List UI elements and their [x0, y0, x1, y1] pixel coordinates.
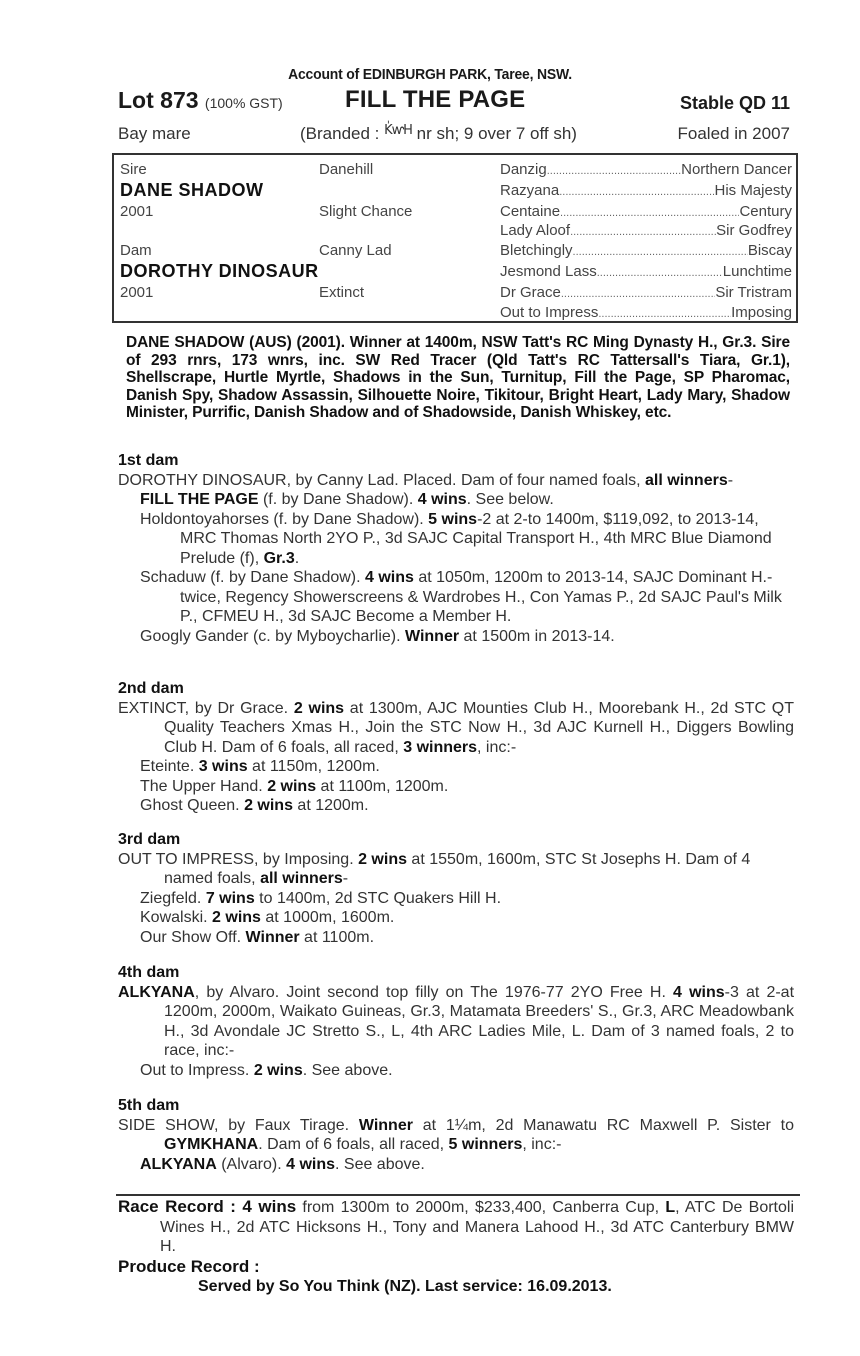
- sire-name: DANE SHADOW: [120, 180, 264, 200]
- gp-left: Lady Aloof: [500, 222, 571, 239]
- produce-record-label: [118, 1257, 794, 1278]
- dam-description: [118, 983, 794, 1061]
- wins: 4 wins: [417, 491, 467, 508]
- wins: 2 wins: [293, 699, 345, 717]
- sire-dam: Slight Chance: [319, 203, 413, 220]
- pedigree-table: [112, 153, 798, 323]
- gp-right: Lunchtime: [722, 263, 792, 280]
- text: , inc:-: [522, 1136, 562, 1153]
- leader-dots: [561, 284, 715, 301]
- section-heading: 4th dam: [118, 964, 180, 981]
- dam-description: [118, 471, 794, 491]
- text: .: [294, 549, 300, 567]
- sister-name: GYMKHANA: [164, 1136, 259, 1153]
- text: , by Alvaro. Joint second top filly on The 1976-77 2YO Free H.: [194, 983, 674, 1001]
- gp-right: His Majesty: [714, 182, 792, 199]
- gp-left: Out to Impress: [500, 304, 599, 321]
- wins: 4 wins: [673, 983, 725, 1001]
- offspring-entry: [118, 908, 794, 928]
- dam-name: DOROTHY DINOSAUR: [120, 261, 319, 281]
- stable-location: Stable QD 11: [679, 93, 790, 113]
- wins: 2 wins: [253, 1061, 303, 1079]
- horse-name: FILL THE PAGE: [345, 86, 526, 113]
- first-dam-section: [118, 451, 794, 646]
- text: . Dam of 6 foals, all raced,: [258, 1136, 449, 1153]
- offspring-name: ALKYANA: [140, 1155, 217, 1173]
- lot-number: [118, 87, 283, 114]
- brand-mark-icon: K̍ⱳH: [384, 123, 412, 138]
- listed-badge: L: [665, 1199, 676, 1216]
- gst-note: (100% GST): [204, 95, 283, 111]
- gp-left: Centaine: [500, 203, 561, 220]
- dam-description: [118, 1116, 794, 1155]
- text: DOROTHY DINOSAUR, by Canny Lad. Placed. Dam of four named foals,: [118, 471, 646, 489]
- dam-year: 2001: [120, 284, 154, 301]
- gp-left: Dr Grace: [500, 284, 561, 301]
- gp-right: Northern Dancer: [681, 161, 792, 178]
- text: (c. by Myboycharlie).: [248, 627, 405, 645]
- text: at 1000m, 1600m.: [260, 909, 395, 926]
- offspring-name: The Upper Hand.: [140, 777, 268, 795]
- offspring-entry: [118, 928, 794, 948]
- brand-description: [300, 124, 577, 144]
- grandparent-row: [500, 222, 792, 239]
- sire-label: Sire: [120, 161, 147, 178]
- wins: 2 wins: [244, 797, 293, 814]
- text: -3 at 2-at 1200m, 2000m, Waikato Guineas, Gr.3, Matamata Breeders' S., Gr.3, ARC Meadowbank H., 3d Avondale JC Stretto S., L, 4th ARC Ladies Mile, L. Dam of 3 named foals, 2 to race, inc:-: [164, 983, 795, 1059]
- text: at 1¼m, 2d Manawatu RC Maxwell P. Sister to: [412, 1116, 794, 1134]
- race-record-label: Race Record : 4 wins: [118, 1197, 297, 1216]
- dam-sire: Canny Lad: [319, 242, 392, 259]
- second-dam-section: [118, 679, 794, 816]
- leader-dots: [560, 203, 739, 220]
- wins: 2 wins: [212, 909, 261, 926]
- text: SIDE SHOW, by Faux Tirage.: [118, 1116, 359, 1134]
- service-info: Served by So You Think (NZ). Last service: 16.09.2013.: [198, 1278, 612, 1295]
- text: , ATC De Bortoli Wines H., 2d ATC Hicksons H., Tony and Manera Lahood H., 3d ATC Canterbury BMW H.: [160, 1199, 795, 1255]
- wins: Winner: [358, 1116, 413, 1134]
- gp-right: Sir Tristram: [715, 284, 792, 301]
- lot-label: Lot 873: [118, 87, 199, 113]
- dam-name: ALKYANA: [118, 983, 195, 1001]
- section-heading: 3rd dam: [118, 831, 181, 848]
- produce-label: Produce Record :: [118, 1256, 260, 1276]
- text: from 1300m to 2000m, $233,400, Canberra Cup,: [296, 1199, 666, 1216]
- section-heading: 2nd dam: [118, 680, 184, 697]
- dam-label: Dam: [120, 242, 152, 259]
- offspring-name: FILL THE PAGE: [140, 491, 259, 508]
- leader-dots: [597, 263, 723, 280]
- text: (f. by Dane Shadow).: [268, 510, 429, 528]
- text: , inc:-: [477, 738, 517, 756]
- wins: Winner: [405, 627, 460, 645]
- text: at 1550m, 1600m, STC St Josephs H. Dam of 4 named foals,: [164, 850, 751, 887]
- offspring-entry: [118, 777, 794, 797]
- gp-right: Imposing: [731, 304, 792, 321]
- offspring-name: Our Show Off.: [140, 928, 246, 946]
- text: EXTINCT, by Dr Grace.: [118, 699, 294, 717]
- grandparent-row: [500, 263, 792, 280]
- offspring-entry: [118, 510, 794, 569]
- text: (Alvaro).: [216, 1155, 287, 1173]
- grandparent-row: [500, 161, 792, 178]
- foaled-year: Foaled in 2007: [677, 124, 790, 143]
- wins: 2 wins: [358, 850, 407, 868]
- offspring-name: Out to Impress.: [140, 1061, 254, 1079]
- text: at 1500m in 2013-14.: [459, 627, 615, 645]
- sire-summary: DANE SHADOW (AUS) (2001). Winner at 1400m, NSW Tatt's RC Ming Dynasty H., Gr.3. Sire of 293 rnrs, 173 wnrs, inc. SW Red Tracer (Qld Tatt's RC Tattersall's Tiara, Gr.1), Shellscrape, Hurtle Myrtle, Shadows in the Sun, Turnitup, Fill the Page, SP Pharomac, Danish Spy, Shadow Assassin, Silhouette Noire, Tikitour, Bright Heart, Lady Mary, Shadow Minister, Purrific, Danish Shadow and of Shadowside, Danish Whiskey, etc.: [126, 334, 790, 421]
- wins: 5 wins: [428, 510, 478, 528]
- leader-dots: [598, 304, 731, 321]
- text: . See above.: [302, 1061, 393, 1079]
- grade: Gr.3: [263, 549, 295, 567]
- bold-text: all winners: [645, 471, 728, 489]
- leader-dots: [573, 242, 748, 259]
- gp-right: Century: [739, 203, 792, 220]
- text: . See above.: [335, 1155, 425, 1173]
- text: (f. by Dane Shadow).: [205, 569, 366, 586]
- race-record-section: [118, 1197, 794, 1297]
- grandparent-row: [500, 182, 792, 199]
- offspring-name: Eteinte.: [140, 758, 199, 775]
- gp-right: Sir Godfrey: [716, 222, 792, 239]
- dam-dam: Extinct: [319, 284, 365, 301]
- gp-left: Jesmond Lass: [500, 263, 597, 280]
- grandparent-row: [500, 203, 792, 220]
- grandparent-row: [500, 304, 792, 321]
- gp-left: Razyana: [500, 182, 560, 199]
- offspring-name: Ghost Queen.: [140, 797, 245, 814]
- winners: 5 winners: [448, 1136, 523, 1153]
- sire-year: 2001: [120, 203, 154, 220]
- grandparent-row: [500, 242, 792, 259]
- offspring-entry: [118, 1155, 794, 1175]
- wins: Winner: [245, 928, 300, 946]
- offspring-name: Kowalski.: [140, 909, 213, 926]
- gp-right: Biscay: [747, 242, 792, 259]
- gp-left: Bletchingly: [500, 242, 573, 259]
- text: -2 at 2-to 1400m, $119,092, to 2013-14, MRC Thomas North 2YO P., 3d SAJC Capital Transport H., 4th MRC Blue Diamond Prelude (f),: [180, 510, 772, 567]
- brand-prefix: (Branded :: [300, 124, 385, 143]
- offspring-entry: [118, 627, 794, 647]
- text: OUT TO IMPRESS, by Imposing.: [118, 850, 359, 868]
- wins: 4 wins: [365, 569, 414, 586]
- leader-dots: [547, 161, 681, 178]
- text: (f. by Dane Shadow).: [258, 491, 418, 508]
- offspring-name: Schaduw: [140, 569, 206, 586]
- text: to 1400m, 2d STC Quakers Hill H.: [254, 889, 502, 907]
- text: at 1300m, AJC Mounties Club H., Moorebank H., 2d STC QT Quality Teachers Xmas H., Join the STC Now H., 3d AJC Kurnell H., Diggers Bowling Club H. Dam of 6 foals, all raced,: [164, 699, 794, 756]
- leader-dots: [559, 182, 714, 199]
- offspring-entry: [118, 490, 794, 510]
- offspring-entry: [118, 889, 794, 909]
- race-record: [118, 1197, 794, 1257]
- dam-description: [118, 699, 794, 758]
- wins: 3 wins: [198, 758, 248, 775]
- text: -: [727, 471, 734, 489]
- divider: [116, 1194, 800, 1196]
- wins: 7 wins: [205, 889, 255, 907]
- offspring-entry: [118, 757, 794, 777]
- fifth-dam-section: [118, 1096, 794, 1174]
- text: . See below.: [466, 491, 554, 508]
- fourth-dam-section: [118, 963, 794, 1080]
- text: at 1050m, 1200m to 2013-14, SAJC Dominant H.-twice, Regency Showerscreens & Wardrobes H., Con Yamas P., 2d SAJC Paul's Milk P., CFMEU H., 3d SAJC Become a Member H.: [180, 569, 782, 625]
- offspring-name: Ziegfeld.: [140, 889, 206, 907]
- third-dam-section: [118, 830, 794, 947]
- offspring-entry: [118, 1061, 794, 1081]
- wins: 2 wins: [267, 777, 317, 795]
- sex-colour: Bay mare: [118, 124, 191, 143]
- text: at 1100m, 1200m.: [316, 777, 449, 795]
- leader-dots: [570, 222, 716, 239]
- offspring-name: Holdontoyahorses: [140, 510, 269, 528]
- text: at 1200m.: [292, 797, 369, 814]
- grandparent-row: [500, 284, 792, 301]
- section-heading: 5th dam: [118, 1097, 180, 1114]
- offspring-entry: [118, 568, 794, 627]
- text: at 1150m, 1200m.: [247, 758, 380, 775]
- offspring-entry: [118, 796, 794, 816]
- vendor-account: Account of EDINBURGH PARK, Taree, NSW.: [288, 66, 572, 83]
- wins: 4 wins: [286, 1155, 335, 1173]
- sire-sire: Danehill: [319, 161, 374, 178]
- dam-description: [118, 850, 794, 889]
- brand-suffix: nr sh; 9 over 7 off sh): [411, 124, 577, 143]
- winners: 3 winners: [403, 738, 478, 756]
- winners: all winners: [260, 870, 343, 887]
- text: at 1100m.: [299, 928, 375, 946]
- section-heading: 1st dam: [118, 452, 179, 469]
- text: -: [342, 870, 349, 887]
- gp-left: Danzig: [500, 161, 547, 178]
- offspring-name: Googly Gander: [140, 627, 249, 645]
